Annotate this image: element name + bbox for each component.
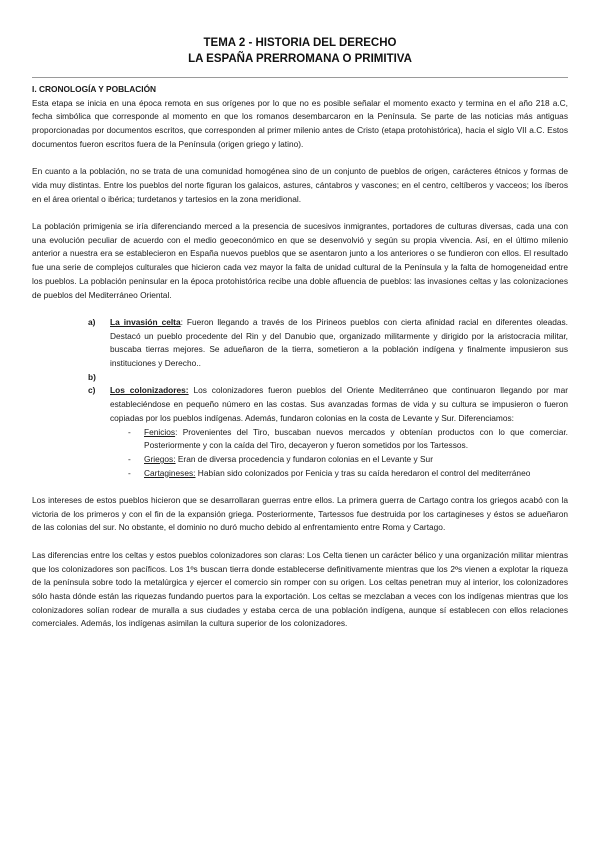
section-heading: I. CRONOLOGÍA Y POBLACIÓN [32,84,157,94]
list-item-label: La invasión celta [110,316,181,327]
sublist-item-greeks [32,453,568,467]
list-item-text: : Fueron llegando a través de los Pirineos pueblos con cierta afinidad racial en diferentes oleadas. Destacó un pueblo procedente del Rin y del Danubio que, organizado militarmente y dirigido por la aristocracia militar, buscaba tierras mejores. Se adueñaron de la tierra, sometieron a la población indígena y finalmente impusieron sus instituciones y Derecho.. [110,316,568,369]
paragraph-wars: Los intereses de estos pueblos hicieron que se desarrollaran guerras entre ellos. La primera guerra de Cartago contra los griegos acabó con la victoria de los primeros y con el fin de la expansión griega. Posteriormente, Tartessos fue destruida por los cartagineses y éstos se adueñaron de las colonias del sur. No obstante, el dominio no duró mucho debido al enfrentamiento entre Roma y Cartago. [32,495,568,533]
sublist-item-text: Habían sido colonizados por Fenicia y tras su caída heredaron el control del mediterráneo [195,467,531,478]
list-marker: c) [88,385,96,396]
list-marker: b) [88,371,96,382]
paragraph-population: En cuanto a la población, no se trata de una comunidad homogénea sino de un conjunto de pueblos de origen, carácteres étnicos y formas de vida muy distintas. Entre los pueblos del norte figuran los galaicos, astures, cántabros y vascones; en el centro, celtíberos y vacceos; los íberos en el área oriental o ibérica; turdetanos y tartesios en la zona meridional. [32,166,568,204]
list-item-empty [32,371,568,385]
paragraph-chronology: Esta etapa se inicia en una época remota en sus orígenes por lo que no es posible señalar el momento exacto y termina en el año 218 a.C, fecha simbólica que corresponde al momento en que los romanos desembarcaron en la Península. Se parte de las noticias más antiguas proporcionadas por documentos escritos, que corresponden al primer milenio antes de Cristo (etapa protohistórica), hacia el siglo VII a.C. Estos documentos fueron escritos fuera de la Península (origen griego y latino). [32,97,568,149]
peoples-list [32,316,568,480]
list-item-text: Los colonizadores fueron pueblos del Oriente Mediterráneo que continuaron llegando por mar estableciéndose en pequeño número en las costas. Sus avanzadas formas de vida y su cultura se impusieron o fueron copiadas por los pueblos indígenas. Además, fundaron colonias en la costa de Levante y Sur. Diferenciamos: [110,385,569,423]
dash-bullet: - [128,467,131,478]
list-item-colonizers [32,384,568,425]
title-divider [32,77,568,78]
document-body [32,83,568,631]
list-item-label: Los colonizadores: [110,385,189,396]
dash-bullet: - [128,453,131,464]
sublist-item-label: Griegos: [144,453,176,464]
sublist-item-carthaginians [32,467,568,481]
dash-bullet: - [128,426,131,437]
sublist-item-label: Cartagineses: [144,467,196,478]
sublist-item-phoenicians [32,426,568,453]
sublist-item-text: : Provenientes del Tiro, buscaban nuevos mercados y obtenían productos con lo que comerciar. Posteriormente y con la caída del Tiro, decayeron y fueron sometidos por los Tartessos. [144,426,568,451]
list-item-celts [32,316,568,371]
list-marker: a) [88,316,96,327]
sublist-item-text: Eran de diversa procedencia y fundaron colonias en el Levante y Sur [175,453,433,464]
paragraph-differences: Las diferencias entre los celtas y estos pueblos colonizadores son claras: Los Celta tienen un carácter bélico y una organización militar mientras que los colonizadores son pacíficos. Los 1ºs buscan tierra donde establecerse definitivamente mientras que los 2ºs vienen a explotar la riqueza de la península sobre todo la metalúrgica y ejercer el comercio sin romper con su origen. Los celtas penetran muy al interior, los colonizadores sólo hasta dónde están las riquezas fundando puertos para la exportación. Los celtas se mezclaban a veces con los indígenas mientras que los colonizadores solían rodear de muralla a sus ciudades y estaba cerca de una población indígena, aunque sí establecen con ellos relaciones comerciales. Además, los indígenas asimilan la cultura superior de los colonizadores. [32,549,568,629]
paragraph-immigrants: La población primigenia se iría diferenciando merced a la presencia de sucesivos inmigrantes, portadores de culturas diversas, cada una con una evolución peculiar de acuerdo con el medio geoeconómico en que se desenvolvió y según su propia vivencia. Así, en el último milenio anterior a nuestra era se establecieron en España nuevos pueblos que se asentaron junto a los anteriores o se fundieron con ellos. El resultado fue una serie de complejos culturales que hicieron cada vez mayor la falta de unidad cultural de la Península y la falta de homogeneidad entre los pueblos. La población peninsular en la época protohistórica recibe una doble afluencia de pueblos: las invasiones celtas y las colonizaciones de pueblos del Mediterráneo Oriental. [32,221,568,300]
document-title-line1: TEMA 2 - HISTORIA DEL DERECHO [203,37,397,49]
sublist-item-label: Fenicios [144,426,176,437]
document-title-line2: LA ESPAÑA PRERROMANA O PRIMITIVA [188,53,412,65]
